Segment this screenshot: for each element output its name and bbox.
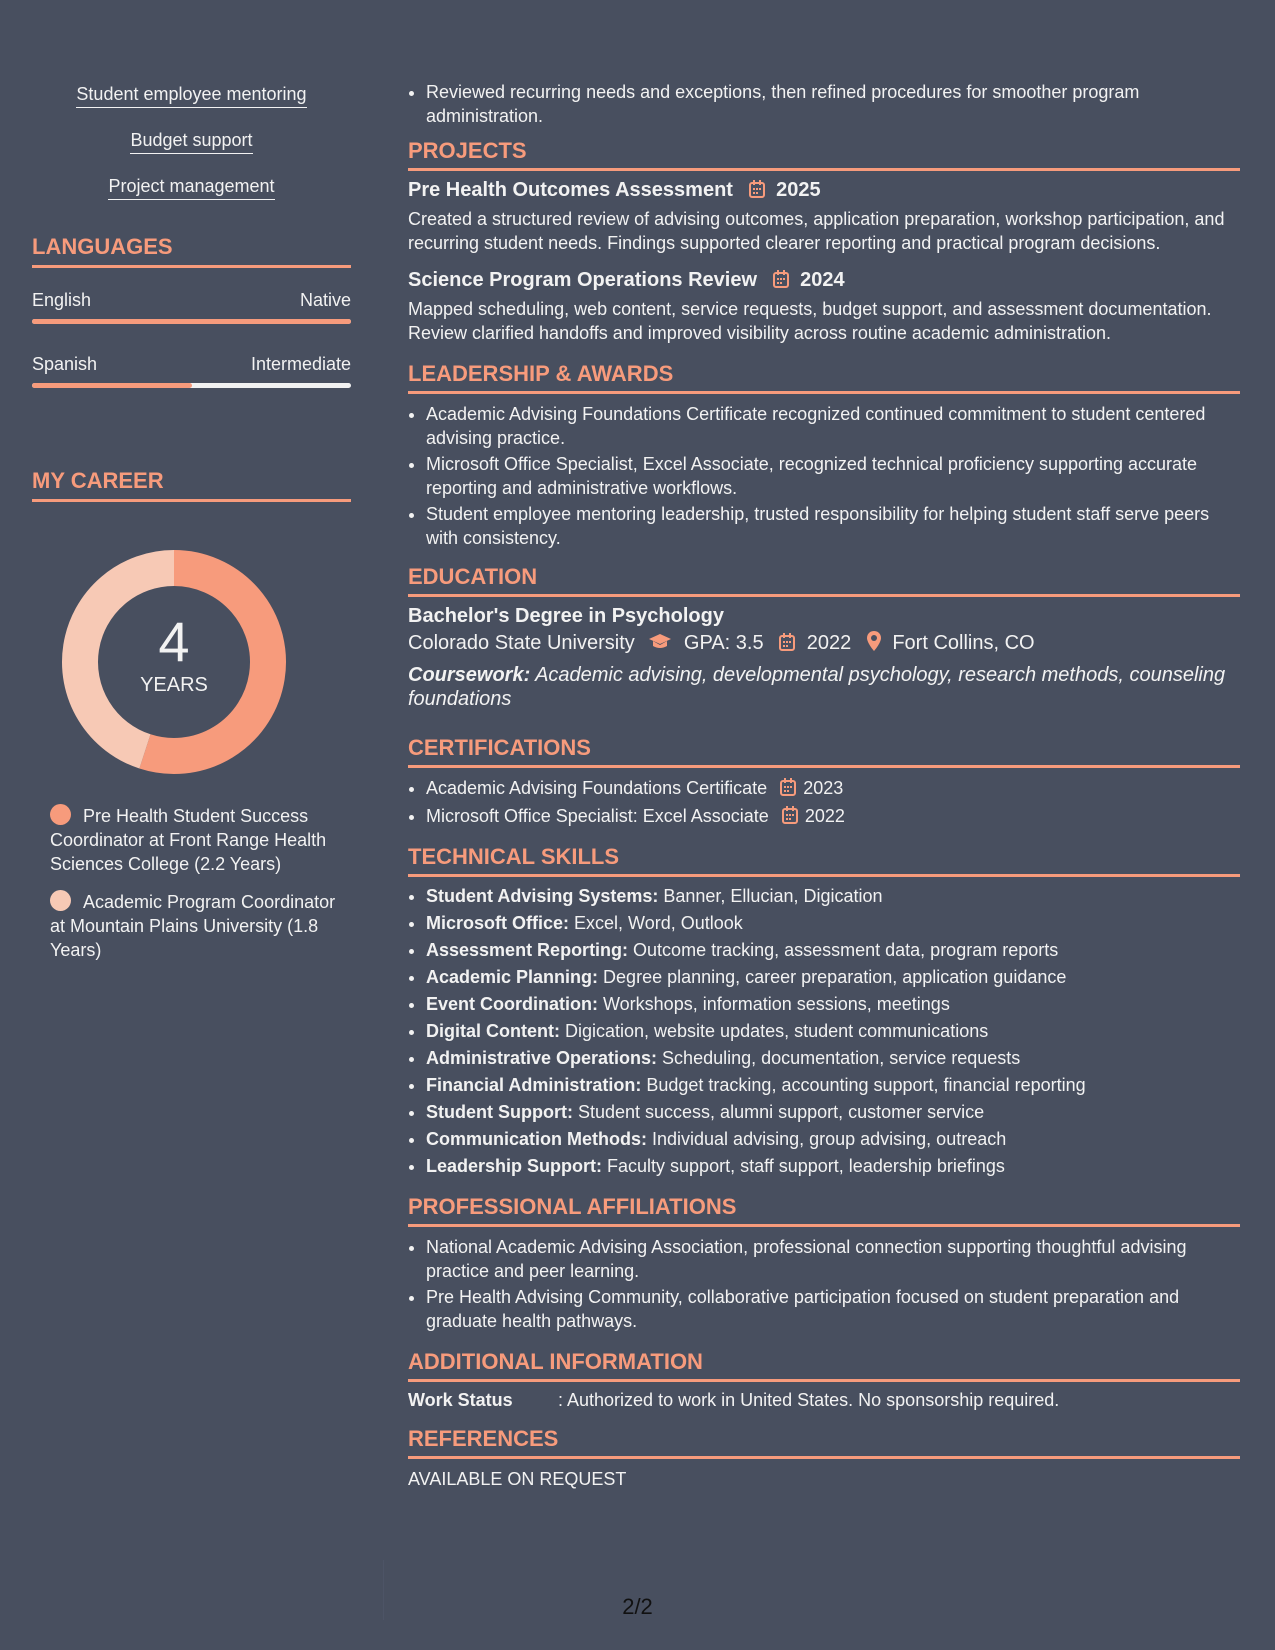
technical-skill bbox=[426, 1018, 1240, 1045]
technical-skill bbox=[426, 1099, 1240, 1126]
graduation-cap-icon bbox=[648, 631, 672, 659]
career-legend-label: Pre Health Student Success Coordinator at Front Range Health Sciences College (2.2 Years) bbox=[50, 806, 327, 874]
skill-link[interactable] bbox=[32, 176, 351, 200]
skill-value: Degree planning, career preparation, application guidance bbox=[598, 967, 1067, 987]
certification-item bbox=[426, 804, 1240, 830]
project-title: Pre Health Outcomes Assessment bbox=[408, 179, 733, 201]
skill-link-text: Student employee mentoring bbox=[76, 84, 306, 108]
career-total-unit: YEARS bbox=[140, 674, 208, 696]
technical-skill bbox=[426, 1126, 1240, 1153]
project-title-row bbox=[408, 177, 1240, 205]
leadership-item: • Student employee mentoring leadership, trusted responsibility for helping student staff serve peers with consistency. bbox=[426, 502, 1240, 550]
project-description: Created a structured review of advising outcomes, application preparation, workshop participation, and recurring student needs. Findings supported clearer reporting and practical program decisions. bbox=[408, 209, 1225, 253]
career-legend-item bbox=[50, 890, 340, 962]
projects-heading: PROJECTS bbox=[408, 138, 1240, 171]
language-item bbox=[32, 290, 351, 324]
project-title: Science Program Operations Review bbox=[408, 269, 758, 291]
language-level: Intermediate bbox=[250, 354, 351, 374]
calendar-icon bbox=[782, 806, 798, 830]
coursework bbox=[408, 663, 1240, 711]
language-level: Native bbox=[299, 290, 351, 310]
technical-skill bbox=[426, 910, 1240, 937]
language-bar bbox=[32, 383, 351, 388]
affiliations-list bbox=[408, 1235, 1240, 1333]
skill-value: Student success, alumni support, customer service bbox=[572, 1102, 985, 1122]
technical-skill bbox=[426, 964, 1240, 991]
gpa: GPA: 3.5 bbox=[683, 632, 764, 654]
skill-value: Outcome tracking, assessment data, program reports bbox=[628, 940, 1059, 960]
skill-value: Excel, Word, Outlook bbox=[569, 913, 743, 933]
education-heading: EDUCATION bbox=[408, 564, 1240, 597]
skill-label: Student Advising Systems: bbox=[426, 886, 659, 906]
education-meta bbox=[408, 629, 1240, 659]
career-legend-item bbox=[50, 804, 340, 876]
skill-label: Microsoft Office: bbox=[426, 913, 570, 933]
legend-dot bbox=[50, 804, 71, 825]
additional-info-heading: ADDITIONAL INFORMATION bbox=[408, 1349, 1240, 1382]
leadership-item: • Academic Advising Foundations Certificate recognized continued commitment to student centered advising practice. bbox=[426, 402, 1240, 450]
degree-title: Bachelor's Degree in Psychology bbox=[408, 605, 724, 627]
leadership-list bbox=[408, 402, 1240, 550]
career-donut bbox=[32, 540, 351, 780]
work-status-value: : Authorized to work in United States. No sponsorship required. bbox=[558, 1390, 1060, 1410]
certifications-heading: CERTIFICATIONS bbox=[408, 735, 1240, 768]
right-column bbox=[408, 80, 1240, 1491]
skill-value: Scheduling, documentation, service requests bbox=[657, 1048, 1021, 1068]
languages-heading: LANGUAGES bbox=[32, 234, 351, 268]
graduation-year: 2022 bbox=[806, 632, 852, 654]
career-legend-label: Academic Program Coordinator at Mountain Plains University (1.8 Years) bbox=[50, 892, 336, 960]
legend-dot bbox=[50, 890, 71, 911]
leadership-item: • Microsoft Office Specialist, Excel Associate, recognized technical proficiency supporting accurate reporting and administrative workflows. bbox=[426, 452, 1240, 500]
calendar-icon bbox=[779, 631, 795, 659]
skill-label: Financial Administration: bbox=[426, 1075, 642, 1095]
skill-link-text: Project management bbox=[108, 176, 274, 200]
location: Fort Collins, CO bbox=[892, 632, 1035, 654]
certification-item bbox=[426, 776, 1240, 802]
certification-name: Microsoft Office Specialist: Excel Associate bbox=[426, 806, 769, 826]
skill-value: Banner, Ellucian, Digication bbox=[658, 886, 883, 906]
experience-bullets bbox=[408, 80, 1240, 128]
skill-value: Individual advising, group advising, outreach bbox=[647, 1129, 1007, 1149]
skill-value: Faculty support, staff support, leadership briefings bbox=[602, 1156, 1005, 1176]
language-item bbox=[32, 354, 351, 388]
skill-link[interactable] bbox=[32, 130, 351, 154]
work-status-label: Work Status bbox=[408, 1390, 513, 1410]
technical-skill bbox=[426, 991, 1240, 1018]
project-description: Mapped scheduling, web content, service requests, budget support, and assessment documentation. Review clarified handoffs and improved visibility across routine academic administration. bbox=[408, 299, 1212, 343]
career-heading: MY CAREER bbox=[32, 468, 351, 502]
skill-label: Academic Planning: bbox=[426, 967, 599, 987]
certification-name: Academic Advising Foundations Certificate bbox=[426, 778, 768, 798]
language-bar-fill bbox=[32, 383, 192, 388]
affiliations-heading: PROFESSIONAL AFFILIATIONS bbox=[408, 1194, 1240, 1227]
work-status-row bbox=[408, 1388, 1240, 1412]
technical-skill bbox=[426, 937, 1240, 964]
skill-value: Digication, website updates, student communications bbox=[559, 1021, 989, 1041]
project-year: 2024 bbox=[800, 269, 845, 291]
skill-label: Assessment Reporting: bbox=[426, 940, 629, 960]
references-heading: REFERENCES bbox=[408, 1426, 1240, 1459]
skill-label: Event Coordination: bbox=[426, 994, 598, 1014]
calendar-icon bbox=[780, 778, 796, 802]
language-bar bbox=[32, 319, 351, 324]
skill-link[interactable] bbox=[32, 84, 351, 108]
page-number: 2/2 bbox=[622, 1594, 653, 1619]
calendar-icon bbox=[749, 179, 765, 205]
affiliation-item: • National Academic Advising Association, professional connection supporting thoughtful advising practice and peer learning. bbox=[426, 1235, 1240, 1283]
technical-skills-list bbox=[408, 883, 1240, 1180]
skill-label: Administrative Operations: bbox=[426, 1048, 658, 1068]
references-text: AVAILABLE ON REQUEST bbox=[408, 1469, 627, 1489]
language-name: Spanish bbox=[32, 354, 98, 374]
coursework-label: Coursework: bbox=[408, 664, 531, 686]
language-name: English bbox=[32, 290, 92, 310]
technical-skill bbox=[426, 1045, 1240, 1072]
skill-link-text: Budget support bbox=[130, 130, 252, 154]
left-column bbox=[32, 84, 351, 976]
certification-year: 2023 bbox=[803, 778, 844, 798]
skill-label: Student Support: bbox=[426, 1102, 573, 1122]
coursework-text: Academic advising, developmental psychology, research methods, counseling foundations bbox=[408, 664, 1226, 710]
affiliation-item: • Pre Health Advising Community, collaborative participation focused on student preparation and graduate health pathways. bbox=[426, 1285, 1240, 1333]
technical-skill bbox=[426, 1072, 1240, 1099]
project-title-row bbox=[408, 267, 1240, 295]
skill-value: Budget tracking, accounting support, financial reporting bbox=[641, 1075, 1086, 1095]
language-bar-fill bbox=[32, 319, 351, 324]
technical-skills-heading: TECHNICAL SKILLS bbox=[408, 844, 1240, 877]
certifications-list bbox=[408, 776, 1240, 830]
school-name: Colorado State University bbox=[408, 632, 635, 654]
skill-value: Workshops, information sessions, meetings bbox=[598, 994, 950, 1014]
career-total-value: 4 bbox=[158, 610, 190, 673]
leadership-heading: LEADERSHIP & AWARDS bbox=[408, 361, 1240, 394]
technical-skill bbox=[426, 883, 1240, 910]
career-legend bbox=[32, 804, 351, 962]
project-year: 2025 bbox=[776, 179, 821, 201]
skill-label: Digital Content: bbox=[426, 1021, 560, 1041]
experience-bullet: • Reviewed recurring needs and exceptions, then refined procedures for smoother program administration. bbox=[426, 80, 1240, 128]
skill-label: Leadership Support: bbox=[426, 1156, 603, 1176]
calendar-icon bbox=[773, 269, 789, 295]
certification-year: 2022 bbox=[804, 806, 845, 826]
location-pin-icon bbox=[867, 631, 881, 659]
skill-label: Communication Methods: bbox=[426, 1129, 647, 1149]
technical-skill bbox=[426, 1153, 1240, 1180]
